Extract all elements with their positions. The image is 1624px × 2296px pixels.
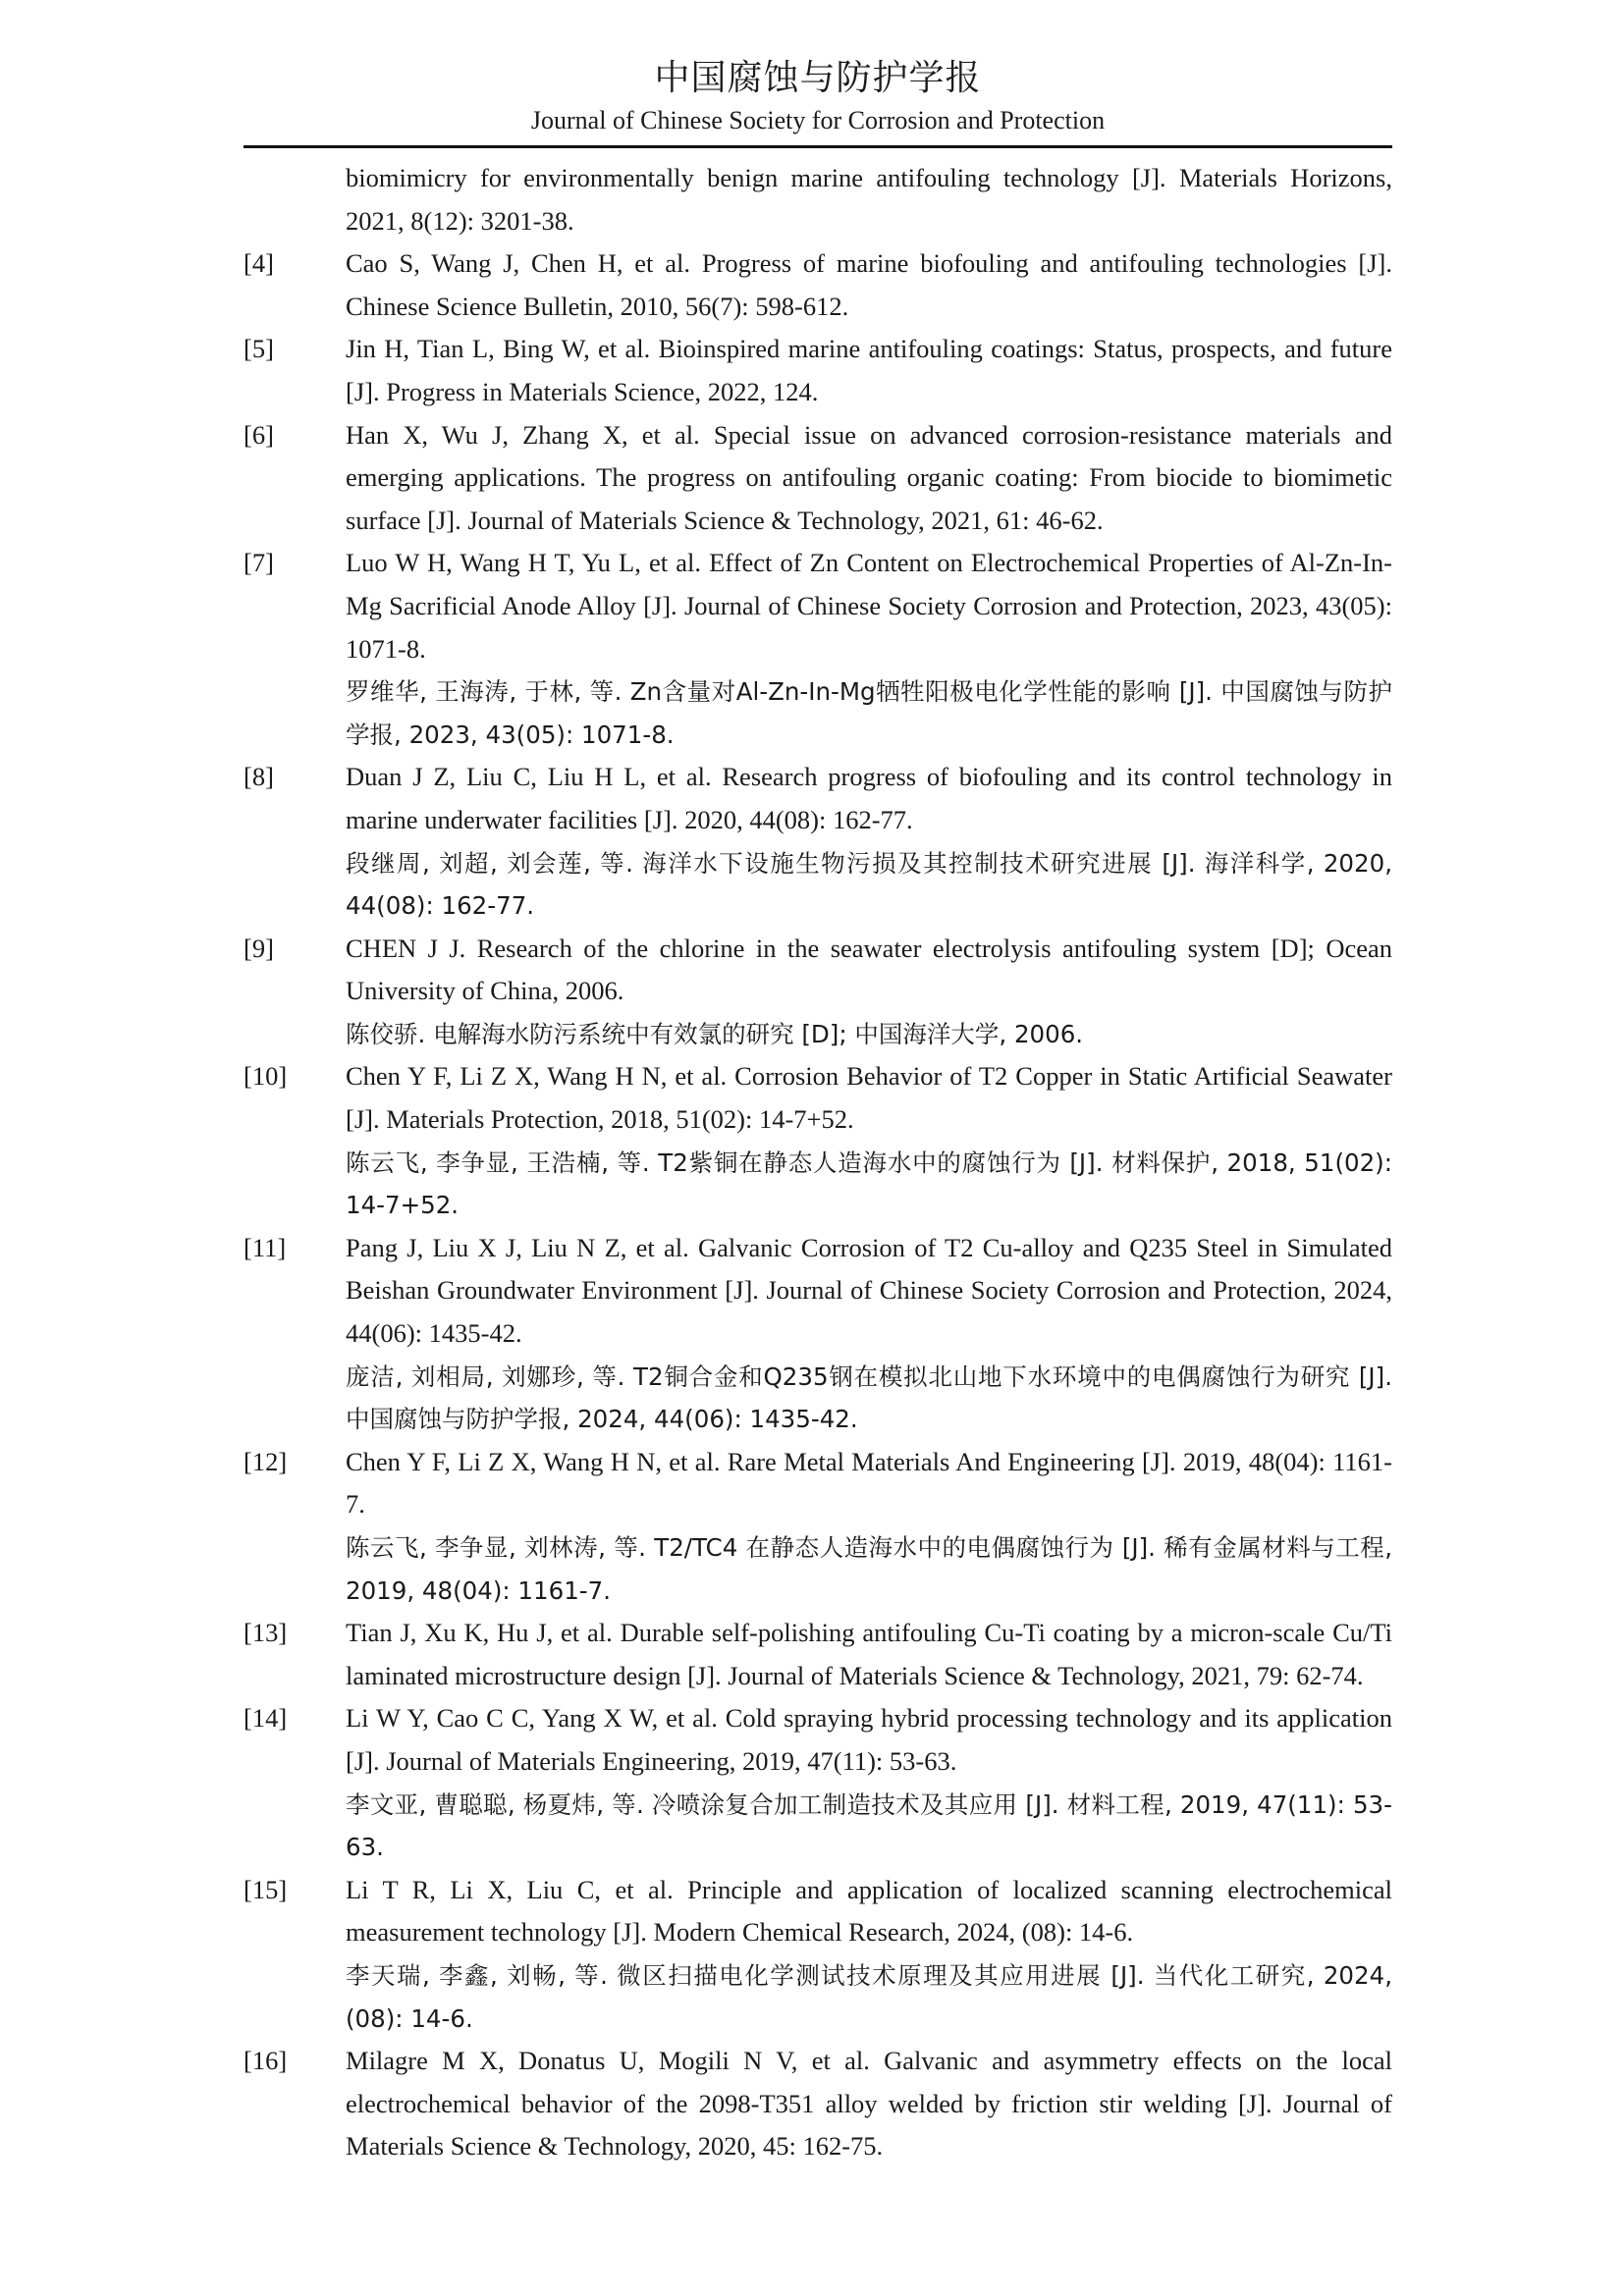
reference-number: [6] [244,419,274,450]
reference-text-english: Cao S, Wang J, Chen H, et al. Progress of marine biofouling and antifouling technologies [J]. Chinese Science Bulletin, 2010, 56(7): 598-612. [346,248,1392,321]
header-rule [244,145,1392,148]
reference-body [346,1441,1392,1612]
reference-text-english: Li T R, Li X, Liu C, et al. Principle and application of localized scanning electrochemical measurement technology [J]. Modern Chemical Research, 2024, (08): 14-6. [346,1874,1392,1948]
reference-text-chinese: 罗维华, 王海涛, 于林, 等. Zn含量对Al-Zn-In-Mg牺牲阳极电化学性能的影响 [J]. 中国腐蚀与防护学报, 2023, 43(05): 1071-8. [346,677,1392,749]
reference-number: [5] [244,334,274,364]
reference-item-8 [244,756,1392,927]
reference-number: [12] [244,1446,288,1476]
journal-title-chinese: 中国腐蚀与防护学报 [654,58,982,98]
reference-text-chinese: 陈云飞, 李争显, 王浩楠, 等. T2紫铜在静态人造海水中的腐蚀行为 [J]. 材料保护, 2018, 51(02): 14-7+52. [346,1148,1392,1220]
reference-text-english: Chen Y F, Li Z X, Wang H N, et al. Corrosion Behavior of T2 Copper in Static Artificial Seawater [J]. Materials Protection, 2018, 51(02): 14-7+52. [346,1061,1392,1135]
journal-title-english: Journal of Chinese Society for Corrosion and Protection [530,106,1106,134]
reference-text-english: Chen Y F, Li Z X, Wang H N, et al. Rare Metal Materials And Engineering [J]. 2019, 48(04): 1161-7. [346,1446,1392,1520]
reference-text-english: Luo W H, Wang H T, Yu L, et al. Effect of Zn Content on Electrochemical Properties of Al-Zn-In-Mg Sacrificial Anode Alloy [J]. Journal of Chinese Society Corrosion and Protection, 2023, 43(05): 1071-8. [346,548,1392,664]
reference-item-6 [244,414,1392,543]
reference-text-english: Jin H, Tian L, Bing W, et al. Bioinspired marine antifouling coatings: Status, prospects, and future [J]. Progress in Materials Science, 2022, 124. [346,334,1392,406]
reference-item-13 [244,1612,1392,1697]
reference-item-continued [244,157,1392,242]
reference-body [346,756,1392,927]
page-header [244,55,1392,137]
reference-text-english: Tian J, Xu K, Hu J, et al. Durable self-polishing antifouling Cu-Ti coating by a micron-scale Cu/Ti laminated microstructure design [J]. Journal of Materials Science & Technology, 2021, 79: 62-74. [346,1618,1392,1690]
reference-text-english: biomimicry for environmentally benign marine antifouling technology [J]. Materials Horizons, 2021, 8(12): 3201-38. [346,163,1392,236]
reference-text-chinese: 李天瑞, 李鑫, 刘畅, 等. 微区扫描电化学测试技术原理及其应用进展 [J]. 当代化工研究, 2024, (08): 14-6. [346,1960,1392,2033]
reference-body [346,242,1392,328]
reference-item-16 [244,2040,1392,2168]
reference-body [346,2040,1392,2168]
reference-item-5 [244,328,1392,413]
reference-body [346,1869,1392,2040]
reference-item-15 [244,1869,1392,2040]
reference-text-chinese: 庞洁, 刘相局, 刘娜珍, 等. T2铜合金和Q235钢在模拟北山地下水环境中的电偶腐蚀行为研究 [J]. 中国腐蚀与防护学报, 2024, 44(06): 1435-42. [346,1362,1392,1434]
reference-body [346,1612,1392,1697]
reference-item-9 [244,928,1392,1056]
reference-text-chinese: 陈云飞, 李争显, 刘林涛, 等. T2/TC4 在静态人造海水中的电偶腐蚀行为 [J]. 稀有金属材料与工程, 2019, 48(04): 1161-7. [346,1533,1392,1605]
reference-number: [4] [244,248,274,279]
reference-body [346,928,1392,1056]
reference-number: [11] [244,1232,287,1262]
reference-number: [8] [244,762,274,792]
reference-body [346,157,1392,242]
reference-body [346,328,1392,413]
reference-text-english: Milagre M X, Donatus U, Mogili N V, et al. Galvanic and asymmetry effects on the local electrochemical behavior of the 2098-T351 alloy welded by friction stir welding [J]. Journal of Materials Science & Technology, 2020, 45: 162-75. [346,2046,1392,2162]
reference-body [346,1697,1392,1868]
reference-text-english: CHEN J J. Research of the chlorine in the seawater electrolysis antifouling system [D]; Ocean University of China, 2006. [346,933,1392,1006]
reference-number: [10] [244,1061,288,1092]
reference-text-english: Pang J, Liu X J, Liu N Z, et al. Galvanic Corrosion of T2 Cu-alloy and Q235 Steel in Simulated Beishan Groundwater Environment [J]. Journal of Chinese Society Corrosion and Protection, 2024, 44(06): 1435-42. [346,1232,1392,1349]
reference-text-chinese: 李文亚, 曹聪聪, 杨夏炜, 等. 冷喷涂复合加工制造技术及其应用 [J]. 材料工程, 2019, 47(11): 53-63. [346,1789,1392,1862]
reference-text-english: Duan J Z, Liu C, Liu H L, et al. Research progress of biofouling and its control technology in marine underwater facilities [J]. 2020, 44(08): 162-77. [346,762,1392,834]
reference-body [346,1227,1392,1441]
reference-number: [15] [244,1874,288,1904]
reference-number: [16] [244,2046,288,2076]
reference-number: [7] [244,548,274,578]
reference-body [346,414,1392,543]
reference-body [346,1055,1392,1226]
reference-body [346,542,1392,756]
reference-number: [9] [244,933,274,963]
reference-item-10 [244,1055,1392,1226]
reference-list [244,157,1392,2168]
reference-item-12 [244,1441,1392,1612]
reference-number: [13] [244,1618,288,1648]
reference-text-english: Han X, Wu J, Zhang X, et al. Special issue on advanced corrosion-resistance materials and emerging applications. The progress on antifouling organic coating: From biocide to biomimetic surface [J]. Journal of Materials Science & Technology, 2021, 61: 46-62. [346,419,1392,535]
reference-item-7 [244,542,1392,756]
reference-text-chinese: 段继周, 刘超, 刘会莲, 等. 海洋水下设施生物污损及其控制技术研究进展 [J]. 海洋科学, 2020, 44(08): 162-77. [346,848,1392,921]
reference-item-4 [244,242,1392,328]
reference-item-11 [244,1227,1392,1441]
reference-item-14 [244,1697,1392,1868]
reference-number: [14] [244,1703,288,1734]
reference-text-english: Li W Y, Cao C C, Yang X W, et al. Cold spraying hybrid processing technology and its application [J]. Journal of Materials Engineering, 2019, 47(11): 53-63. [346,1703,1392,1776]
reference-text-chinese: 陈佼骄. 电解海水防污系统中有效氯的研究 [D]; 中国海洋大学, 2006. [346,1019,1084,1048]
